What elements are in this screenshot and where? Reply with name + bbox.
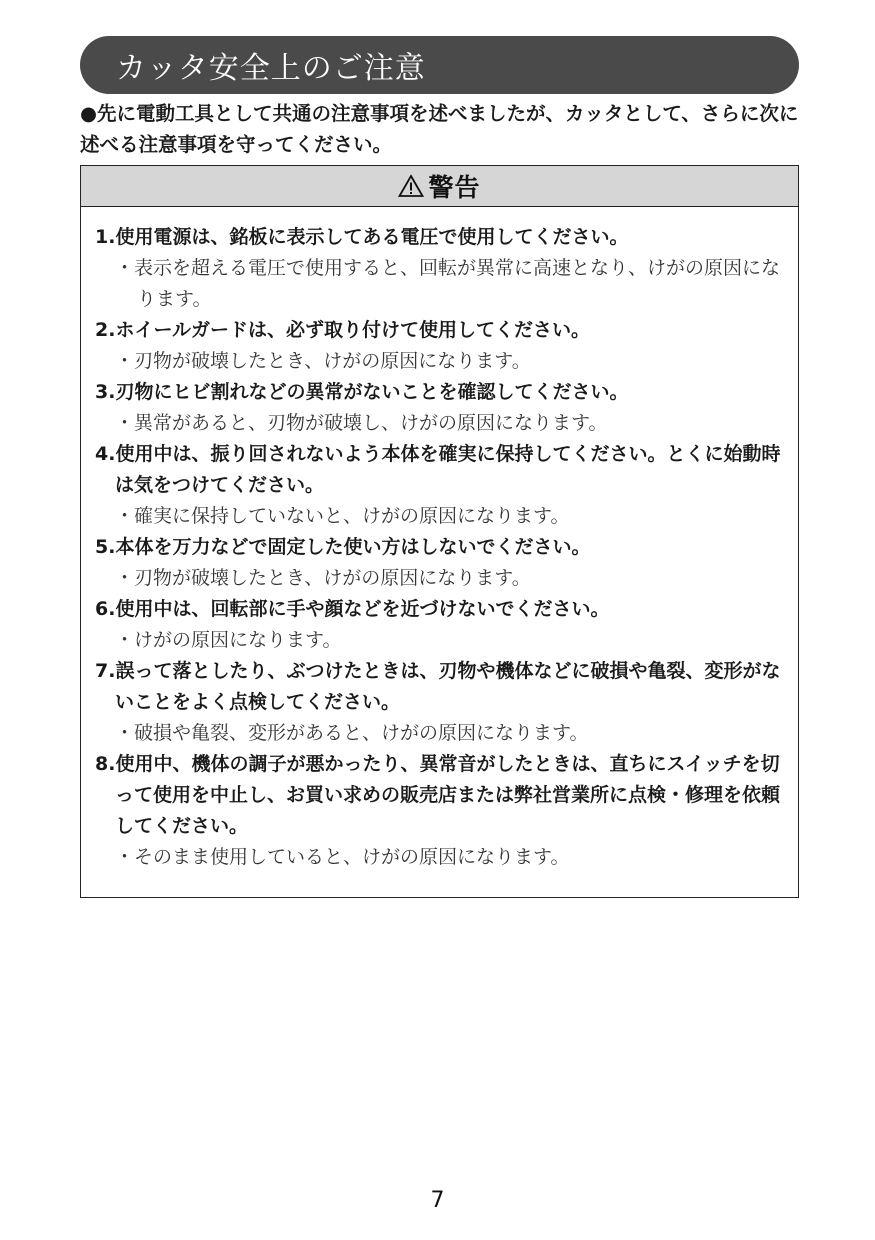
warning-item-text: 8.使用中、機体の調子が悪かったり、異常音がしたときは、直ちにスイッチを切って使用を中止し、お買い求めの販売店または弊社営業所に点検・修理を依頼してください。 [95,753,781,837]
warning-item [95,439,790,532]
warning-header [81,166,798,207]
warning-item [95,315,790,377]
warning-heading: 警告 [428,173,481,202]
warning-item-text: 6.使用中は、回転部に手や顔などを近づけないでください。 [95,598,610,620]
warning-item [95,594,790,656]
section-title: カッタ安全上のご注意 [116,51,426,86]
warning-item [95,656,790,749]
warning-item-consequence: ・刃物が破壊したとき、けがの原因になります。 [115,567,531,589]
warning-item-text: 7.誤って落としたり、ぶつけたときは、刃物や機体などに破損や亀裂、変形がないことをよく点検してください。 [95,660,781,713]
warning-item-consequence: ・表示を超える電圧で使用すると、回転が異常に高速となり、けがの原因になります。 [115,257,781,310]
warning-item-text: 4.使用中は、振り回されないよう本体を確実に保持してください。とくに始動時は気をつけてください。 [95,443,781,496]
warning-triangle-icon [398,174,424,198]
warning-item-consequence: ・破損や亀裂、変形があると、けがの原因になります。 [115,722,589,744]
warning-item-text: 3.刃物にヒビ割れなどの異常がないことを確認してください。 [95,381,629,403]
warning-item-consequence: ・けがの原因になります。 [115,629,342,651]
warning-box [80,165,799,898]
warning-item-consequence: ・確実に保持していないと、けがの原因になります。 [115,505,570,527]
warning-item [95,532,790,594]
intro-text: ●先に電動工具として共通の注意事項を述べましたが、カッタとして、さらに次に述べる注意事項を守ってください。 [80,102,799,156]
warning-item-text: 2.ホイールガードは、必ず取り付けて使用してください。 [95,319,591,341]
warning-item [95,377,790,439]
warning-item-consequence: ・刃物が破壊したとき、けがの原因になります。 [115,350,531,372]
warning-item-text: 1.使用電源は、銘板に表示してある電圧で使用してください。 [95,226,629,248]
warning-item-text: 5.本体を万力などで固定した使い方はしないでください。 [95,536,591,558]
warning-list [95,222,790,873]
warning-item [95,749,790,873]
section-title-bar [80,36,799,94]
warning-item-consequence: ・異常があると、刃物が破壊し、けがの原因になります。 [115,412,608,434]
warning-item-consequence: ・そのまま使用していると、けがの原因になります。 [115,846,570,868]
warning-item [95,222,790,315]
page-number: 7 [430,1188,445,1213]
